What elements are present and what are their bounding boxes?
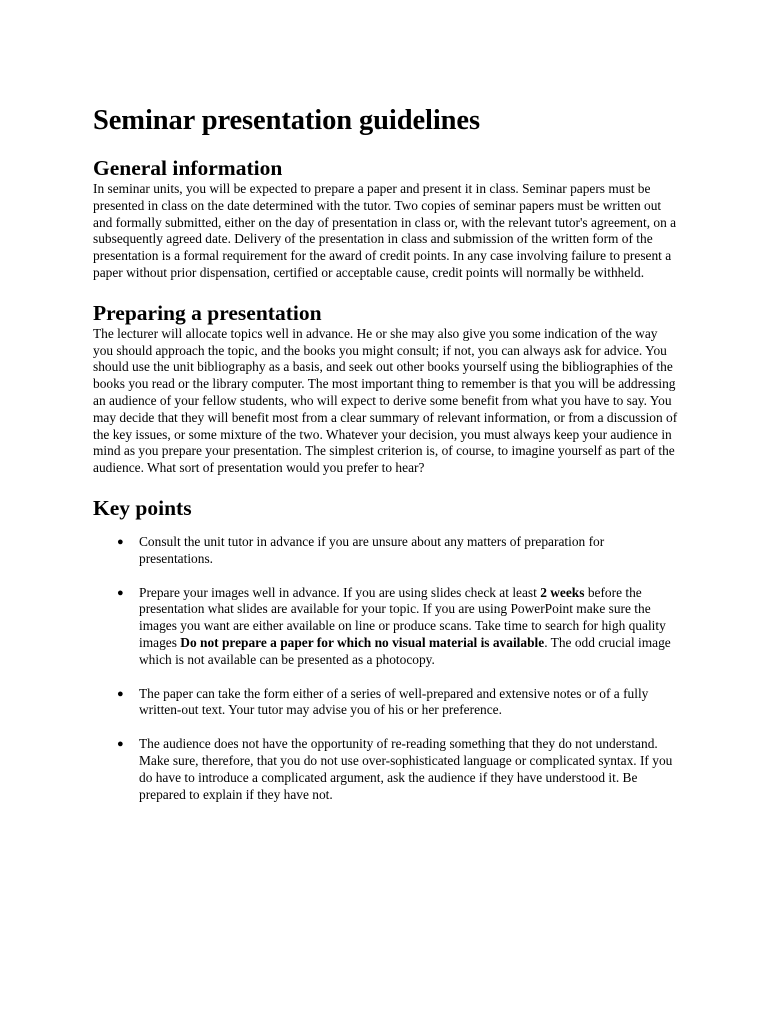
bullet-icon: ● xyxy=(117,586,124,599)
list-item-bold-text: 2 weeks xyxy=(540,584,585,600)
paragraph-general-information: In seminar units, you will be expected to prepare a paper and present it in class. Seminar papers must be presented in class on the date determined with the tutor. Two copies of seminar papers must be written out and formally submitted, either on the day of presentation in class or, with the relevant tutor's agreement, on a subsequently agreed date. Delivery of the presentation in class and submission of the written form of the presentation is a formal requirement for the award of credit points. In any case involving failure to present a paper without prior dispensation, certified or acceptable cause, credit points will normally be withheld. xyxy=(93,181,677,280)
paragraph-preparing-a-presentation: The lecturer will allocate topics well in advance. He or she may also give you some indication of the way you should approach the topic, and the books you might consult; if not, you can always ask for advice. You should use the unit bibliography as a basis, and seek out other books yourself using the bibliographies of the books you read or the library computer. The most important thing to remember is that you will be addressing an audience of your fellow students, who will expect to derive some benefit from what you have to say. You may decide that they will benefit most from a clear summary of relevant information, or from a discussion of the key issues, or some mixture of the two. Whatever your decision, you must always keep your audience in mind as you prepare your presentation. The simplest criterion is, of course, to imagine yourself as part of the audience. What sort of presentation would you prefer to hear? xyxy=(93,325,678,476)
list-item-text: Consult the unit tutor in advance if you are unsure about any matters of preparation for presentations. xyxy=(139,533,605,566)
list-item xyxy=(93,736,678,803)
section-heading-key-points: Key points xyxy=(93,495,192,520)
section-heading-general-information: General information xyxy=(93,156,283,180)
list-item xyxy=(93,534,678,568)
key-points-list xyxy=(93,534,678,803)
list-item xyxy=(93,585,678,669)
list-item xyxy=(93,686,678,720)
document-title: Seminar presentation guidelines xyxy=(93,105,480,136)
bullet-icon: ● xyxy=(117,738,124,751)
bullet-icon: ● xyxy=(117,535,124,548)
bullet-icon: ● xyxy=(117,687,124,700)
list-item-text: The paper can take the form either of a series of well-prepared and extensive notes or of a fully written-out text. Your tutor may advise you of his or her preference. xyxy=(139,685,649,718)
list-item-text: . The odd crucial image which is not available can be presented as a photocopy. xyxy=(139,634,671,667)
document-page xyxy=(93,104,678,820)
section-heading-preparing-a-presentation: Preparing a presentation xyxy=(93,300,322,325)
list-item-text: The audience does not have the opportunity of re-reading something that they do not understand. Make sure, therefore, that you do not use over-sophisticated language or complicated syntax. If you do have to introduce a complicated argument, ask the audience if they have understood it. Be prepared to explain if they have not. xyxy=(139,736,673,802)
list-item-text: Prepare your images well in advance. If you are using slides check at least xyxy=(139,584,541,600)
list-item-bold-text: Do not prepare a paper for which no visual material is available xyxy=(180,634,545,650)
list-item-text: before the presentation what slides are available for your topic. If you are using PowerPoint make sure the images you want are either available on line or produce scans. Take time to search for high quality images xyxy=(139,584,666,650)
